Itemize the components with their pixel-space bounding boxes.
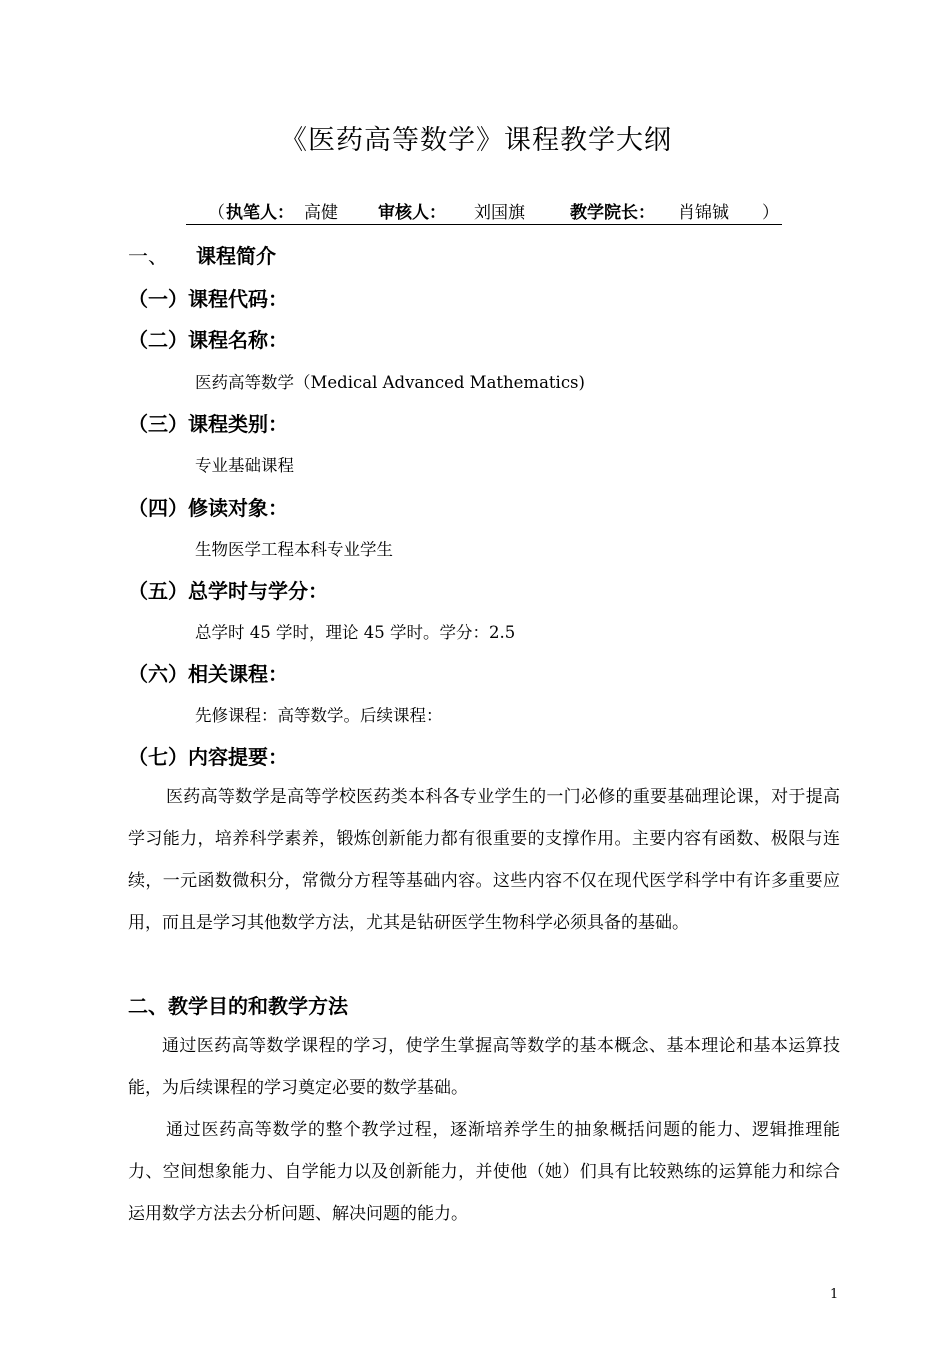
section1-heading [128,240,276,269]
reviewer-name: 刘国旗 [474,203,525,223]
writer-label: 执笔人： [226,203,294,223]
document-title: 《医药高等数学》课程教学大纲 [280,125,672,156]
section1-number: 一、 [128,244,168,268]
section1-title: 课程简介 [196,244,276,268]
authors-close-paren: ） [762,203,779,223]
section2-paragraph-2: 通过医药高等数学的整个教学过程，逐渐培养学生的抽象概括问题的能力、逻辑推理能力、空间想象能力、自学能力以及创新能力，并使他（她）们具有比较熟练的运算能力和综合运用数学方法去分析问题、解决问题的能力。 [128,1120,840,1224]
course-code-heading: （一）课程代码： [128,287,288,311]
audience-value: 生物医学工程本科专业学生 [195,540,393,559]
section2-paragraph-1: 通过医药高等数学课程的学习，使学生掌握高等数学的基本概念、基本理论和基本运算技能，为后续课程的学习奠定必要的数学基础。 [128,1036,840,1098]
summary-heading: （七）内容提要： [128,745,288,769]
authors-line [186,198,782,225]
section2-heading: 二、教学目的和教学方法 [128,994,348,1018]
authors-open-paren: （ [208,203,225,223]
course-category-value: 专业基础课程 [195,456,294,475]
reviewer-label: 审核人： [378,203,446,223]
hours-credits-heading: （五）总学时与学分： [128,579,328,603]
summary-paragraph: 医药高等数学是高等学校医药类本科各专业学生的一门必修的重要基础理论课，对于提高学习能力，培养科学素养，锻炼创新能力都有很重要的支撑作用。主要内容有函数、极限与连续，一元函数微积分，常微分方程等基础内容。这些内容不仅在现代医学科学中有许多重要应用，而且是学习其他数学方法，尤其是钻研医学生物科学必须具备的基础。 [128,787,840,933]
audience-heading: （四）修读对象： [128,496,288,520]
related-courses-heading: （六）相关课程： [128,662,288,686]
course-name-value: 医药高等数学（Medical Advanced Mathematics) [195,373,585,392]
course-name-heading: （二）课程名称： [128,328,288,352]
hours-credits-value: 总学时 45 学时，理论 45 学时。学分：2.5 [195,623,516,642]
dean-label: 教学院长： [570,203,655,223]
writer-name: 高健 [304,203,338,223]
page-number: 1 [830,1287,839,1302]
dean-name: 肖锦铖 [678,203,729,223]
course-category-heading: （三）课程类别： [128,412,288,436]
related-courses-value: 先修课程：高等数学。后续课程： [195,706,443,725]
